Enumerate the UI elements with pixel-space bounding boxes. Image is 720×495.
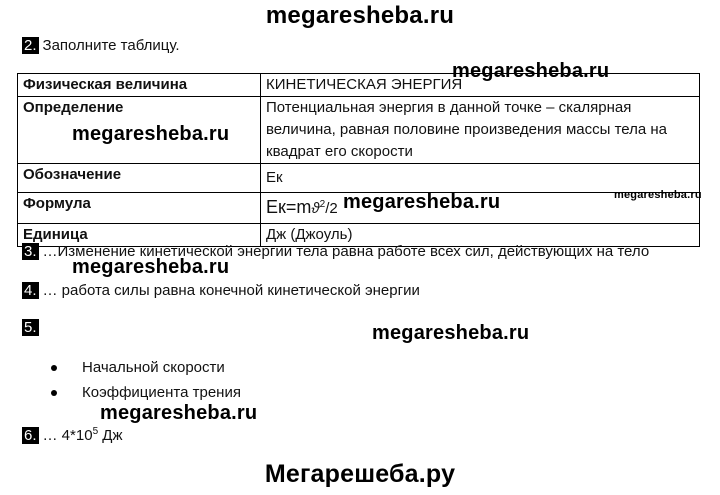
watermark-bottom: Мегарешеба.ру	[264, 460, 456, 488]
bullet-icon	[51, 365, 57, 371]
watermark: megaresheba.ru	[614, 189, 702, 201]
watermark-top: megaresheba.ru	[265, 2, 455, 29]
watermark: megaresheba.ru	[452, 60, 610, 82]
energy-table	[17, 73, 700, 247]
task-number: 2.	[24, 37, 37, 54]
task-5	[22, 319, 43, 336]
row-value: Потенциальная энергия в данной точке – скалярная величина, равная половине произведения массы тела на квадрат его скорости	[261, 97, 700, 164]
task-number: 6.	[24, 427, 37, 444]
row-key: Формула	[18, 193, 261, 224]
task-2	[22, 37, 180, 54]
watermark: megaresheba.ru	[72, 256, 230, 278]
task-text: … 4*10	[42, 427, 93, 444]
formula-prefix: Eк=m	[266, 197, 312, 217]
task-number: 5.	[24, 319, 37, 336]
list-item	[40, 357, 241, 382]
formula-velocity-symbol: ϑ	[311, 200, 320, 217]
task-text: Заполните таблицу.	[42, 37, 180, 54]
bullet-icon	[51, 390, 57, 396]
row-key: Физическая величина	[18, 74, 261, 97]
formula-exponent: 2	[319, 199, 326, 210]
task-unit: Дж	[98, 427, 123, 444]
table-row	[18, 164, 700, 193]
row-key: Единица	[18, 224, 261, 247]
watermark: megaresheba.ru	[100, 402, 258, 424]
task-exponent: 5	[92, 426, 99, 437]
watermark: megaresheba.ru	[343, 191, 501, 213]
watermark: megaresheba.ru	[72, 123, 230, 145]
task-text: … работа силы равна конечной кинетической энергии	[42, 282, 420, 299]
task-text: …Изменение кинетической энергии тела равна работе всех сил, действующих на тело	[42, 243, 650, 260]
task-5-list	[40, 357, 241, 407]
row-key: Определение	[18, 97, 261, 164]
row-value: КИНЕТИЧЕСКАЯ ЭНЕРГИЯ	[261, 74, 700, 97]
watermark: megaresheba.ru	[372, 322, 530, 344]
formula-suffix: /2	[325, 200, 338, 217]
task-6	[22, 427, 123, 444]
list-item-text: Коэффициента трения	[82, 384, 241, 401]
task-number: 4.	[24, 282, 37, 299]
row-key: Обозначение	[18, 164, 261, 193]
list-item-text: Начальной скорости	[82, 359, 225, 376]
task-number: 3.	[24, 243, 37, 260]
row-value: Eк	[261, 164, 700, 193]
row-value: Дж (Джоуль)	[261, 224, 700, 247]
task-4	[22, 282, 420, 299]
